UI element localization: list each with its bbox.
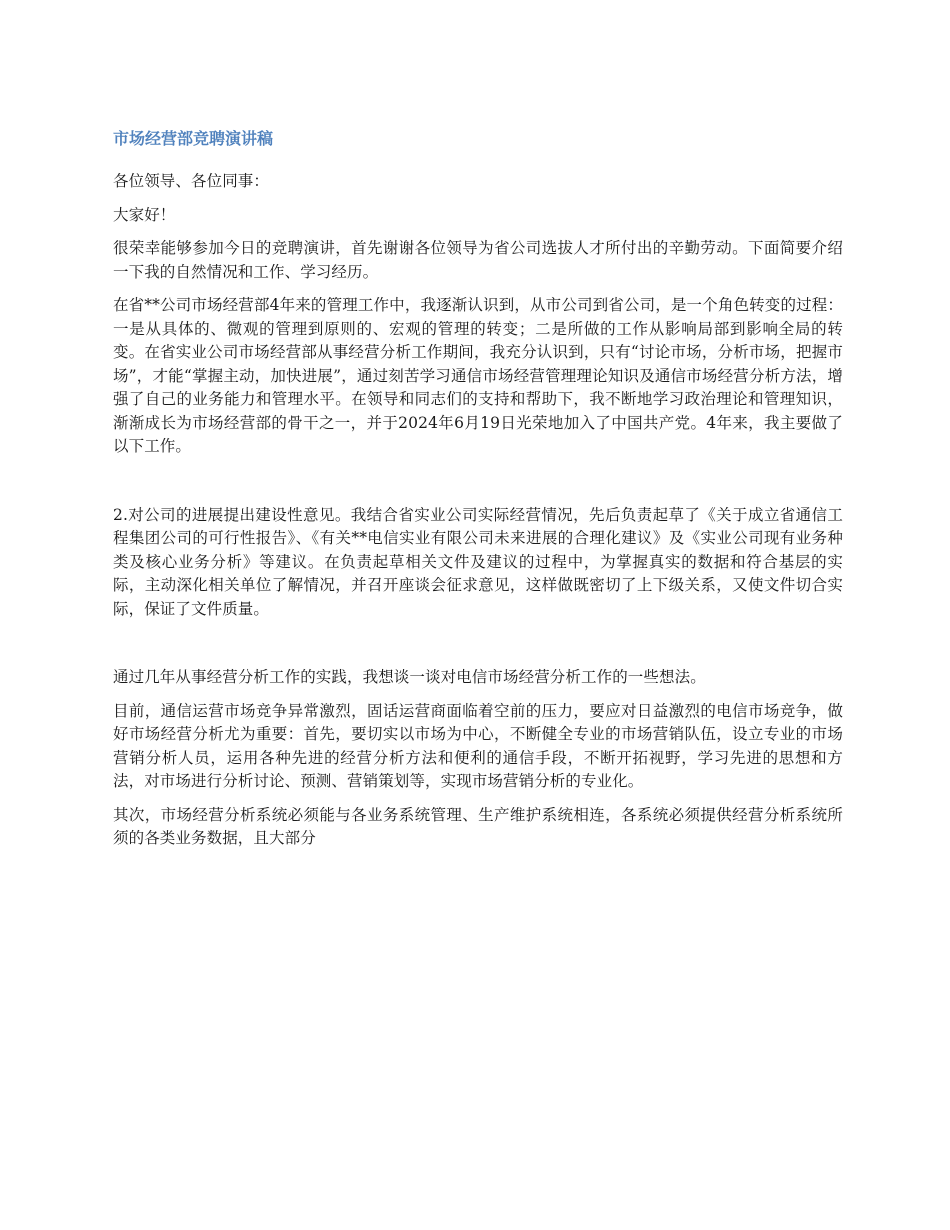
market-analysis-paragraph: 目前，通信运营市场竞争异常激烈，固话运营商面临着空前的压力，要应对日益激烈的电信市场竞争，做好市场经营分析尤为重要：首先，要切实以市场为中心，不断健全专业的市场营销队伍，设立专业的市场营销分析人员，运用各种先进的经营分析方法和便利的通信手段，不断开拓视野，学习先进的思想和方法，对市场进行分析讨论、预测、营销策划等，实现市场营销分析的专业化。: [113, 701, 843, 790]
document-page: [113, 122, 843, 861]
salutation-paragraph: 各位领导、各位同事：: [113, 172, 270, 190]
suggestions-paragraph: 2.对公司的进展提出建设性意见。我结合省实业公司实际经营情况，先后负责起草了《关于成立省通信工程集团公司的可行性报告》、《有关**电信实业有限公司未来进展的合理化建议》及《实业公司现有业务种类及核心业务分析》等建议。在负责起草相关文件及建议的过程中，为掌握真实的数据和符合基层的实际，主动深化相关单位了解情况，并召开座谈会征求意见，这样做既密切了上下级关系，又使文件切合实际，保证了文件质量。: [113, 505, 843, 618]
document-title: 市场经营部竞聘演讲稿: [113, 129, 274, 148]
thoughts-intro-paragraph: 通过几年从事经营分析工作的实践，我想谈一谈对电信市场经营分析工作的一些想法。: [113, 668, 706, 686]
system-paragraph: 其次，市场经营分析系统必须能与各业务系统管理、生产维护系统相连，各系统必须提供经营分析系统所须的各类业务数据，且大部分: [113, 805, 843, 847]
blank-gap: [113, 631, 843, 666]
greeting-paragraph: 大家好！: [113, 205, 176, 224]
blank-gap: [113, 469, 843, 504]
experience-paragraph: 在省**公司市场经营部4年来的管理工作中，我逐渐认识到，从市公司到省公司，是一个角色转变的过程：一是从具体的、微观的管理到原则的、宏观的管理的转变；二是所做的工作从影响局部到影响全局的转变。在省实业公司市场经营部从事经营分析工作期间，我充分认识到，只有“讨论市场，分析市场，把握市场”，才能“掌握主动，加快进展”，通过刻苦学习通信市场经营管理理论知识及通信市场经营分析方法，增强了自己的业务能力和管理水平。在领导和同志们的支持和帮助下，我不断地学习政治理论和管理知识，渐渐成长为市场经营部的骨干之一，并于2024年6月19日光荣地加入了中国共产党。4年来，我主要做了以下工作。: [113, 296, 843, 455]
intro-paragraph: 很荣幸能够参加今日的竞聘演讲，首先谢谢各位领导为省公司选拔人才所付出的辛勤劳动。下面简要介绍一下我的自然情况和工作、学习经历。: [113, 239, 843, 281]
